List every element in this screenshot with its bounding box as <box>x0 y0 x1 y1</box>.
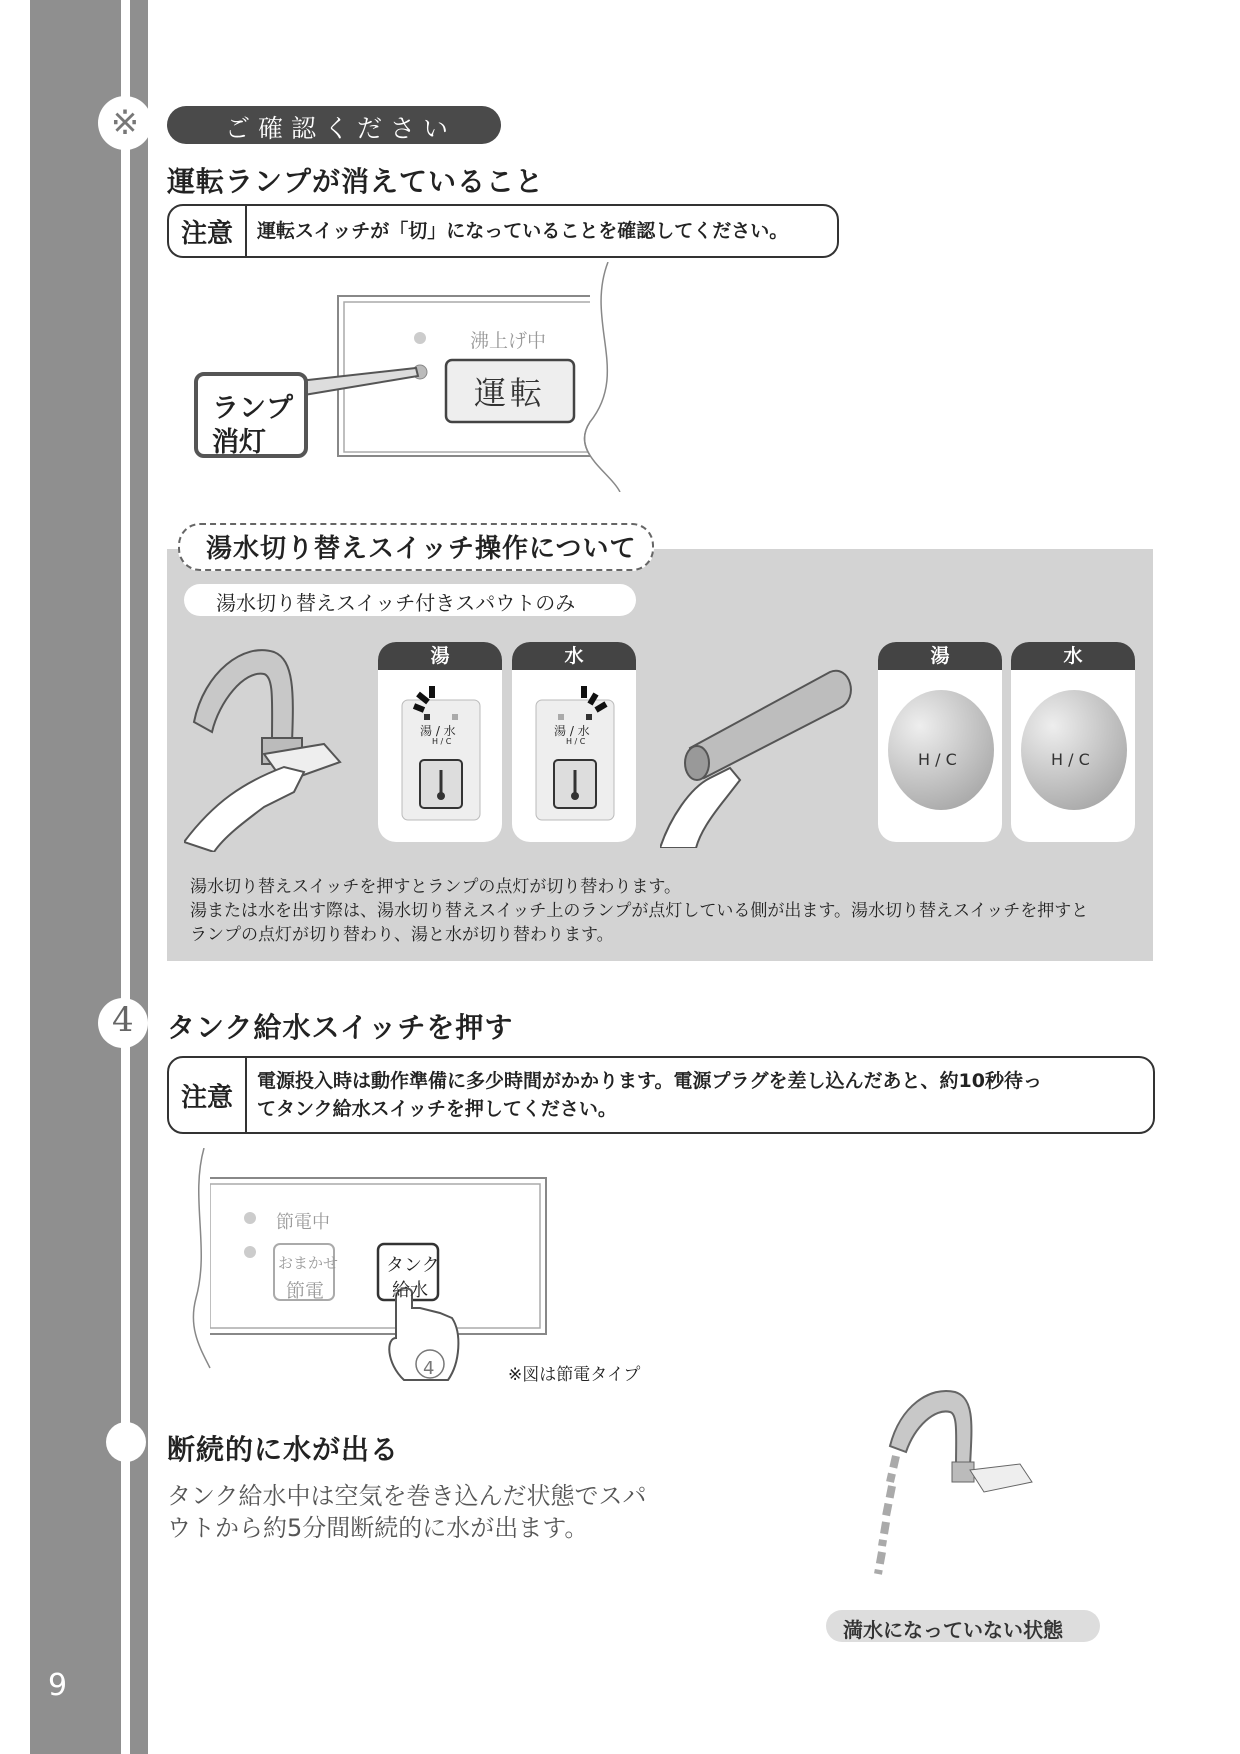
caution-text: 運転スイッチが「切」になっていることを確認してください。 <box>257 220 789 242</box>
water-caption: 満水になっていない状態 <box>843 1618 1063 1642</box>
switch-desc-2: 湯または水を出す際は、湯水切り替えスイッチ上のランプが点灯している側が出ます。湯水切り替えスイッチを押すと <box>190 901 1089 921</box>
step4-heading: タンク給水スイッチを押す <box>167 1011 514 1044</box>
sidebar-band <box>30 0 121 1754</box>
switch-subtitle: 湯水切り替えスイッチ付きスパウトのみ <box>216 591 576 615</box>
step4-caution-box <box>167 1056 1155 1134</box>
tank-panel-illustration <box>190 1148 550 1388</box>
switch-panel-cold <box>530 684 620 824</box>
confirm-badge-label: ご確認ください <box>225 114 457 143</box>
tank-button-label-2[interactable]: 給水 <box>392 1280 428 1301</box>
omakase-label-1: おまかせ <box>278 1254 339 1272</box>
card-header: 水 <box>512 642 636 670</box>
round-switch-cold-label: H / C <box>1051 750 1090 769</box>
step-number: 4 <box>112 1000 134 1040</box>
omakase-label-2: 節電 <box>286 1280 325 1302</box>
water-heading: 断続的に水が出る <box>167 1433 400 1466</box>
cylinder-spout-illustration <box>660 668 870 848</box>
switch-desc-1: 湯水切り替えスイッチを押すとランプの点灯が切り替わります。 <box>190 877 681 897</box>
switch-panel-hot <box>396 684 486 824</box>
caution-box <box>167 204 839 258</box>
switch-title: 湯水切り替えスイッチ操作について <box>206 534 637 564</box>
card-header: 湯 <box>378 642 502 670</box>
boiling-label: 沸上げ中 <box>470 330 547 352</box>
faucet-water-illustration <box>860 1386 1040 1586</box>
step4-caution-line1: 電源投入時は動作準備に多少時間がかかります。電源プラグを差し込んだあと、約10秒待っ <box>257 1070 1042 1092</box>
switch-label-hot: 湯 / 水 <box>420 724 456 738</box>
bullet-circle <box>106 1422 146 1462</box>
switch-sub-hot: H / C <box>432 737 452 746</box>
step4-caution-line2: てタンク給水スイッチを押してください。 <box>257 1098 617 1120</box>
caution-tag: 注意 <box>169 206 247 256</box>
switch-sub-cold: H / C <box>566 737 586 746</box>
run-button[interactable]: 運転 <box>473 374 546 412</box>
switch-label-cold: 湯 / 水 <box>554 724 590 738</box>
power-save-label: 節電中 <box>276 1212 330 1233</box>
sidebar-stripe <box>130 0 148 1754</box>
power-save-note: ※図は節電タイプ <box>508 1365 641 1385</box>
round-switch-hot-label: H / C <box>918 750 957 769</box>
tank-button-label-1[interactable]: タンク <box>386 1255 440 1276</box>
step4-caution-tag: 注意 <box>169 1058 247 1132</box>
water-body-1: タンク給水中は空気を巻き込んだ状態でスパ <box>167 1482 647 1510</box>
hand-step-number: 4 <box>423 1358 435 1379</box>
water-body-2: ウトから約5分間断続的に水が出ます。 <box>167 1514 589 1542</box>
callout-text-2: 消灯 <box>212 427 266 458</box>
step4-caution-body <box>247 1067 1052 1123</box>
page-number: 9 <box>48 1668 68 1703</box>
asterisk-icon: ※ <box>98 96 152 150</box>
switch-desc-3: ランプの点灯が切り替わり、湯と水が切り替わります。 <box>190 925 614 945</box>
card-header: 水 <box>1011 642 1135 670</box>
confirm-heading: 運転ランプが消えていること <box>167 165 545 198</box>
card-header: 湯 <box>878 642 1002 670</box>
callout-text-1: ランプ <box>212 393 293 424</box>
faucet-hand-illustration <box>184 632 364 852</box>
